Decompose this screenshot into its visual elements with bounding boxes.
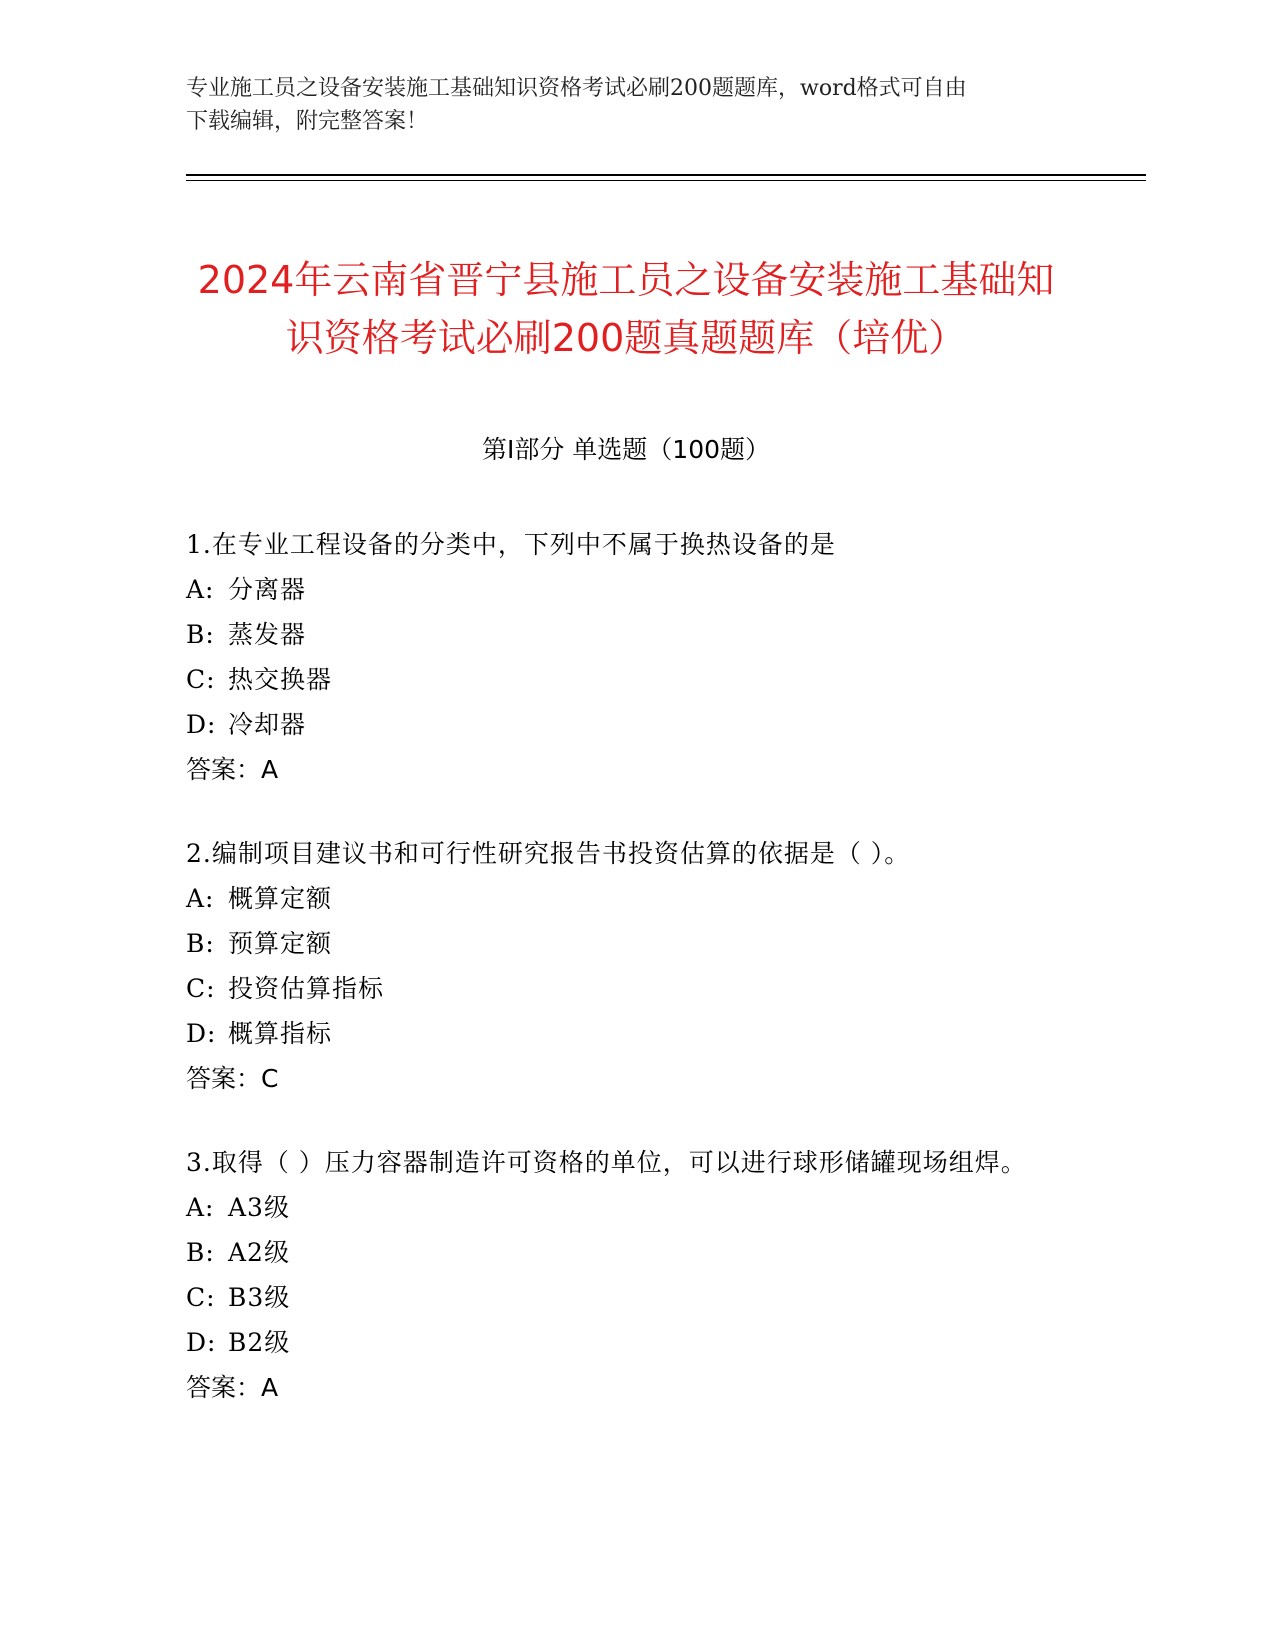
option-text: 投资估算指标 bbox=[228, 974, 385, 1003]
option-d bbox=[186, 1320, 1066, 1365]
header-note-line-2: 下载编辑，附完整答案！ bbox=[186, 109, 429, 134]
option-b bbox=[186, 1230, 1066, 1275]
option-text: 分离器 bbox=[228, 575, 307, 604]
option-text: 热交换器 bbox=[228, 665, 333, 694]
option-key: A: bbox=[186, 1193, 215, 1222]
option-b bbox=[186, 612, 1066, 657]
question-block bbox=[186, 1140, 1066, 1410]
option-key: D: bbox=[186, 1328, 217, 1357]
option-c bbox=[186, 966, 1066, 1011]
question-block bbox=[186, 831, 1066, 1101]
option-d bbox=[186, 702, 1066, 747]
option-a bbox=[186, 876, 1066, 921]
header-note bbox=[186, 72, 1066, 138]
option-c bbox=[186, 1275, 1066, 1320]
option-key: B: bbox=[186, 620, 215, 649]
option-a bbox=[186, 1185, 1066, 1230]
option-key: C: bbox=[186, 1283, 216, 1312]
document-title: 2024年云南省晋宁县施工员之设备安装施工基础知识资格考试必刷200题真题题库（培优） bbox=[197, 258, 1055, 361]
option-key: B: bbox=[186, 1238, 215, 1267]
question-stem: 2.编制项目建议书和可行性研究报告书投资估算的依据是（ ）。 bbox=[186, 839, 911, 868]
section-heading: 第Ⅰ部分 单选题（100题） bbox=[481, 435, 771, 464]
question-stem: 3.取得（ ）压力容器制造许可资格的单位，可以进行球形储罐现场组焊。 bbox=[186, 1148, 1027, 1177]
option-key: C: bbox=[186, 665, 216, 694]
option-key: A: bbox=[186, 884, 215, 913]
option-text: 蒸发器 bbox=[228, 620, 307, 649]
option-a bbox=[186, 567, 1066, 612]
header-divider-thin bbox=[186, 180, 1146, 181]
option-text: 冷却器 bbox=[228, 710, 307, 739]
option-text: B2级 bbox=[228, 1328, 291, 1357]
option-text: A3级 bbox=[228, 1193, 290, 1222]
option-key: A: bbox=[186, 575, 215, 604]
option-key: D: bbox=[186, 1019, 217, 1048]
answer-line: 答案：C bbox=[186, 1064, 279, 1093]
option-c bbox=[186, 657, 1066, 702]
option-b bbox=[186, 921, 1066, 966]
option-text: 概算定额 bbox=[228, 884, 333, 913]
answer-line: 答案：A bbox=[186, 1373, 279, 1402]
option-text: B3级 bbox=[228, 1283, 291, 1312]
question-block bbox=[186, 522, 1066, 792]
header-note-line-1: 专业施工员之设备安装施工基础知识资格考试必刷200题题库，word格式可自由 bbox=[186, 76, 967, 101]
option-text: 概算指标 bbox=[228, 1019, 333, 1048]
option-text: A2级 bbox=[228, 1238, 290, 1267]
option-key: C: bbox=[186, 974, 216, 1003]
option-text: 预算定额 bbox=[228, 929, 333, 958]
answer-line: 答案：A bbox=[186, 755, 279, 784]
question-stem: 1.在专业工程设备的分类中，下列中不属于换热设备的是 bbox=[186, 530, 836, 559]
header-divider-thick bbox=[186, 174, 1146, 176]
option-d bbox=[186, 1011, 1066, 1056]
option-key: D: bbox=[186, 710, 217, 739]
option-key: B: bbox=[186, 929, 215, 958]
